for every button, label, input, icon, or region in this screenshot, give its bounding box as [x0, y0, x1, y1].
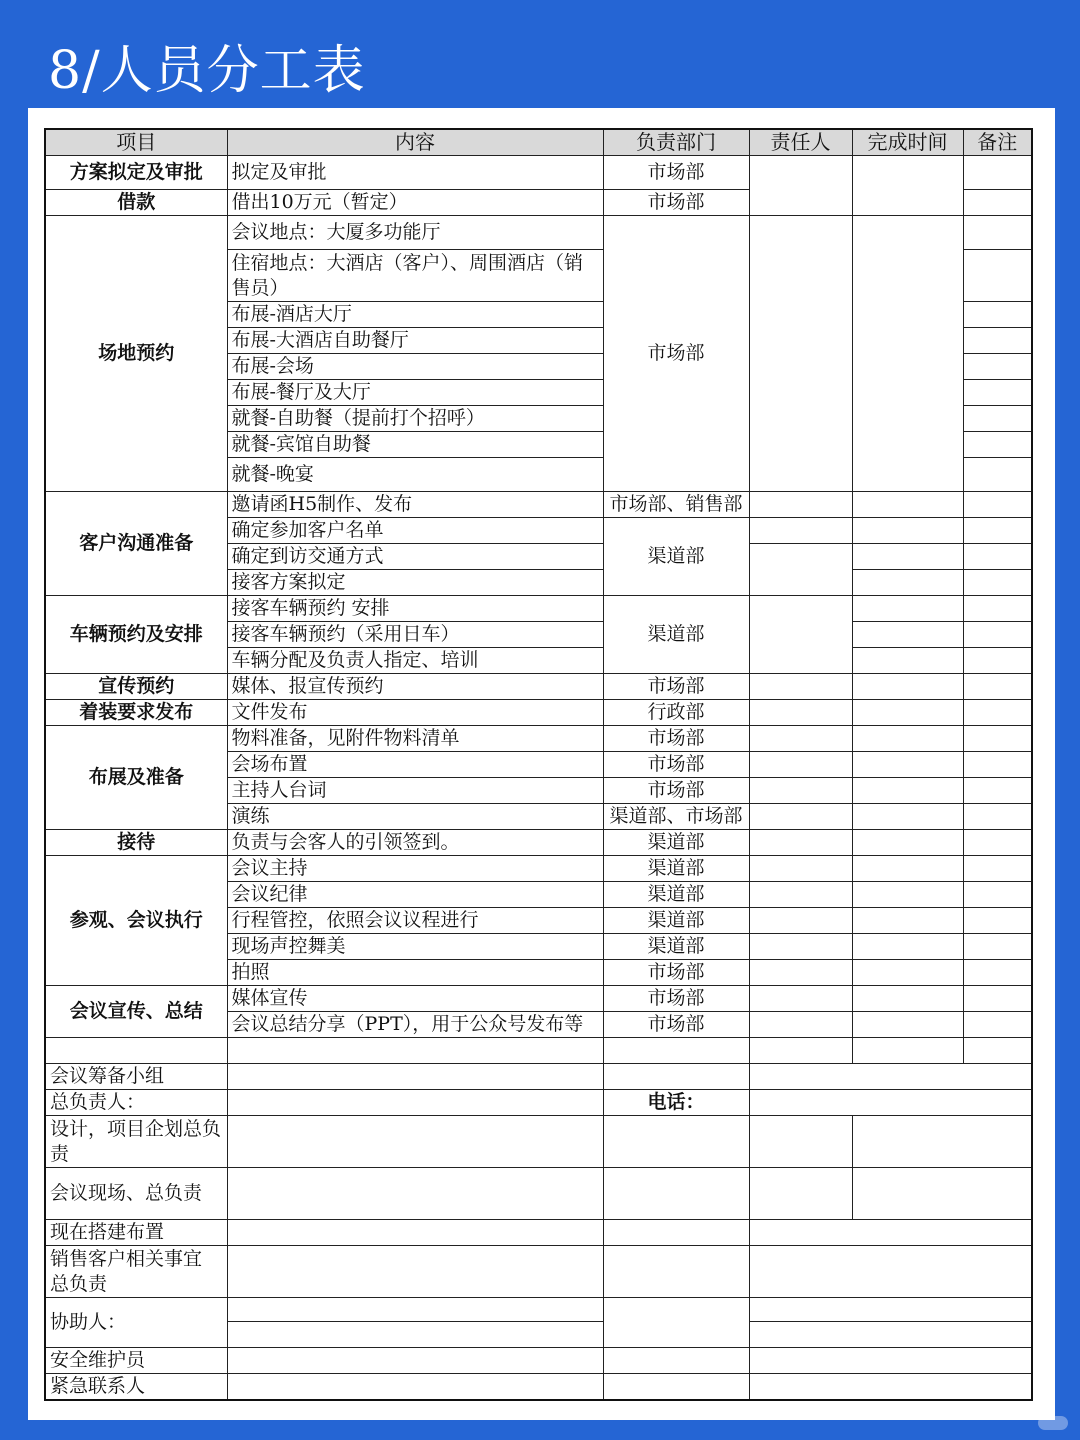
note-cell [963, 1012, 1032, 1038]
person-cell [749, 156, 852, 216]
content-cell: 负责与会客人的引领签到。 [227, 830, 603, 856]
dept-cell: 市场部、销售部 [603, 492, 749, 518]
note-cell [963, 856, 1032, 882]
person-cell [749, 726, 852, 752]
note-cell [963, 830, 1032, 856]
header-note: 备注 [963, 129, 1032, 156]
time-cell [852, 804, 963, 830]
leader-label: 总负责人： [45, 1090, 227, 1116]
content-cell: 会场布置 [227, 752, 603, 778]
dept-cell: 渠道部、市场部 [603, 804, 749, 830]
design-label: 设计，项目企划总负责 [45, 1116, 227, 1168]
header-row [45, 129, 1032, 156]
category-cell: 宣传预约 [45, 674, 227, 700]
note-cell [963, 726, 1032, 752]
content-cell: 现场声控舞美 [227, 934, 603, 960]
person-cell [749, 908, 852, 934]
note-cell [963, 674, 1032, 700]
team-row [45, 1064, 1032, 1090]
person-cell [749, 544, 852, 596]
content-cell: 就餐-自助餐（提前打个招呼） [227, 406, 603, 432]
content-cell: 邀请函H5制作、发布 [227, 492, 603, 518]
note-cell [963, 354, 1032, 380]
dept-cell: 渠道部 [603, 882, 749, 908]
note-cell [963, 908, 1032, 934]
content-cell: 车辆分配及负责人指定、培训 [227, 648, 603, 674]
content-cell: 会议主持 [227, 856, 603, 882]
table-row [45, 726, 1032, 752]
dept-cell: 市场部 [603, 752, 749, 778]
content-cell: 布展-餐厅及大厅 [227, 380, 603, 406]
header-item: 项目 [45, 129, 227, 156]
leader-value [227, 1090, 603, 1116]
table-row [45, 216, 1032, 250]
content-cell: 会议地点：大厦多功能厅 [227, 216, 603, 250]
note-cell [963, 190, 1032, 216]
assistant-label: 协助人： [45, 1298, 227, 1348]
content-cell: 确定参加客户名单 [227, 518, 603, 544]
team-row [45, 1090, 1032, 1116]
emergency-label: 紧急联系人 [45, 1374, 227, 1401]
content-cell: 借出10万元（暂定） [227, 190, 603, 216]
note-cell [963, 570, 1032, 596]
person-cell [749, 960, 852, 986]
assignment-table [44, 128, 1033, 1401]
content-cell: 接客方案拟定 [227, 570, 603, 596]
table-row [45, 156, 1032, 190]
note-cell [963, 986, 1032, 1012]
person-cell [749, 752, 852, 778]
note-cell [963, 622, 1032, 648]
note-cell [963, 778, 1032, 804]
content-cell: 媒体、报宣传预约 [227, 674, 603, 700]
note-cell [963, 380, 1032, 406]
dept-cell: 渠道部 [603, 934, 749, 960]
sales-label: 销售客户相关事宜 总负责 [45, 1246, 227, 1298]
note-cell [963, 406, 1032, 432]
dept-cell: 市场部 [603, 778, 749, 804]
note-cell [963, 648, 1032, 674]
content-cell: 物料准备，见附件物料清单 [227, 726, 603, 752]
time-cell [852, 492, 963, 518]
content-cell: 就餐-宾馆自助餐 [227, 432, 603, 458]
content-cell: 行程管控，依照会议议程进行 [227, 908, 603, 934]
content-cell: 会议纪律 [227, 882, 603, 908]
dept-cell: 市场部 [603, 156, 749, 190]
team-row [45, 1116, 1032, 1168]
phone-label: 电话： [603, 1090, 749, 1116]
person-cell [749, 856, 852, 882]
team-row [45, 1374, 1032, 1401]
category-cell: 参观、会议执行 [45, 856, 227, 986]
note-cell [963, 544, 1032, 570]
dept-cell: 市场部 [603, 674, 749, 700]
time-cell [852, 908, 963, 934]
person-cell [749, 830, 852, 856]
time-cell [852, 986, 963, 1012]
time-cell [852, 622, 963, 648]
team-row [45, 1348, 1032, 1374]
table-row [45, 492, 1032, 518]
note-cell [963, 596, 1032, 622]
time-cell [852, 1012, 963, 1038]
note-cell [963, 432, 1032, 458]
table-row [45, 830, 1032, 856]
dept-cell: 市场部 [603, 726, 749, 752]
content-cell: 演练 [227, 804, 603, 830]
build-label: 现在搭建布置 [45, 1220, 227, 1246]
note-cell [963, 960, 1032, 986]
note-cell [963, 752, 1032, 778]
spreadsheet [28, 108, 1055, 1420]
content-cell: 确定到访交通方式 [227, 544, 603, 570]
note-cell [963, 700, 1032, 726]
content-cell: 接客车辆预约 安排 [227, 596, 603, 622]
header-content: 内容 [227, 129, 603, 156]
empty-row [45, 1038, 1032, 1064]
person-cell [749, 986, 852, 1012]
content-cell: 会议总结分享（PPT），用于公众号发布等 [227, 1012, 603, 1038]
note-cell [963, 882, 1032, 908]
time-cell [852, 544, 963, 570]
note-cell [963, 934, 1032, 960]
content-cell: 媒体宣传 [227, 986, 603, 1012]
header-dept: 负责部门 [603, 129, 749, 156]
dept-cell: 渠道部 [603, 518, 749, 596]
category-cell: 方案拟定及审批 [45, 156, 227, 190]
watermark-badge [1038, 1416, 1068, 1430]
time-cell [852, 752, 963, 778]
note-cell [963, 804, 1032, 830]
security-label: 安全维护员 [45, 1348, 227, 1374]
time-cell [852, 778, 963, 804]
category-cell: 会议宣传、总结 [45, 986, 227, 1038]
header-time: 完成时间 [852, 129, 963, 156]
time-cell [852, 830, 963, 856]
dept-cell: 渠道部 [603, 830, 749, 856]
dept-cell: 市场部 [603, 216, 749, 492]
content-cell: 主持人台词 [227, 778, 603, 804]
content-cell: 拍照 [227, 960, 603, 986]
person-cell [749, 216, 852, 492]
time-cell [852, 648, 963, 674]
team-row [45, 1298, 1032, 1322]
time-cell [852, 216, 963, 492]
team-row [45, 1168, 1032, 1220]
category-cell: 场地预约 [45, 216, 227, 492]
time-cell [852, 570, 963, 596]
category-cell: 接待 [45, 830, 227, 856]
note-cell [963, 492, 1032, 518]
note-cell [963, 328, 1032, 354]
person-cell [749, 934, 852, 960]
time-cell [852, 596, 963, 622]
table-row [45, 700, 1032, 726]
header-person: 责任人 [749, 129, 852, 156]
table-row [45, 674, 1032, 700]
person-cell [749, 1012, 852, 1038]
note-cell [963, 518, 1032, 544]
onsite-label: 会议现场、总负责 [45, 1168, 227, 1220]
dept-cell: 渠道部 [603, 596, 749, 674]
content-cell: 住宿地点：大酒店（客户）、周围酒店（销售员） [227, 250, 603, 302]
time-cell [852, 674, 963, 700]
content-cell: 接客车辆预约（采用日车） [227, 622, 603, 648]
content-cell: 文件发布 [227, 700, 603, 726]
dept-cell: 渠道部 [603, 908, 749, 934]
category-cell: 车辆预约及安排 [45, 596, 227, 674]
phone-value [749, 1090, 1032, 1116]
person-cell [749, 778, 852, 804]
note-cell [963, 458, 1032, 492]
table-row [45, 986, 1032, 1012]
person-cell [749, 804, 852, 830]
content-cell: 布展-酒店大厅 [227, 302, 603, 328]
dept-cell: 渠道部 [603, 856, 749, 882]
category-cell: 借款 [45, 190, 227, 216]
category-cell: 布展及准备 [45, 726, 227, 830]
team-row [45, 1246, 1032, 1298]
dept-cell: 行政部 [603, 700, 749, 726]
page-title: 8/人员分工表 [48, 41, 366, 101]
note-cell [963, 302, 1032, 328]
time-cell [852, 156, 963, 216]
time-cell [852, 960, 963, 986]
category-cell: 着装要求发布 [45, 700, 227, 726]
team-group-title: 会议筹备小组 [45, 1064, 227, 1090]
time-cell [852, 882, 963, 908]
person-cell [749, 518, 852, 544]
person-cell [749, 700, 852, 726]
time-cell [852, 518, 963, 544]
person-cell [749, 882, 852, 908]
content-cell: 拟定及审批 [227, 156, 603, 190]
content-cell: 就餐-晚宴 [227, 458, 603, 492]
category-cell: 客户沟通准备 [45, 492, 227, 596]
person-cell [749, 596, 852, 674]
time-cell [852, 856, 963, 882]
time-cell [852, 700, 963, 726]
table-row [45, 856, 1032, 882]
person-cell [749, 492, 852, 518]
dept-cell: 市场部 [603, 960, 749, 986]
content-cell: 布展-会场 [227, 354, 603, 380]
dept-cell: 市场部 [603, 190, 749, 216]
time-cell [852, 726, 963, 752]
time-cell [852, 934, 963, 960]
team-row [45, 1220, 1032, 1246]
content-cell: 布展-大酒店自助餐厅 [227, 328, 603, 354]
dept-cell: 市场部 [603, 1012, 749, 1038]
table-row [45, 596, 1032, 622]
dept-cell: 市场部 [603, 986, 749, 1012]
note-cell [963, 216, 1032, 250]
note-cell [963, 250, 1032, 302]
note-cell [963, 156, 1032, 190]
person-cell [749, 674, 852, 700]
